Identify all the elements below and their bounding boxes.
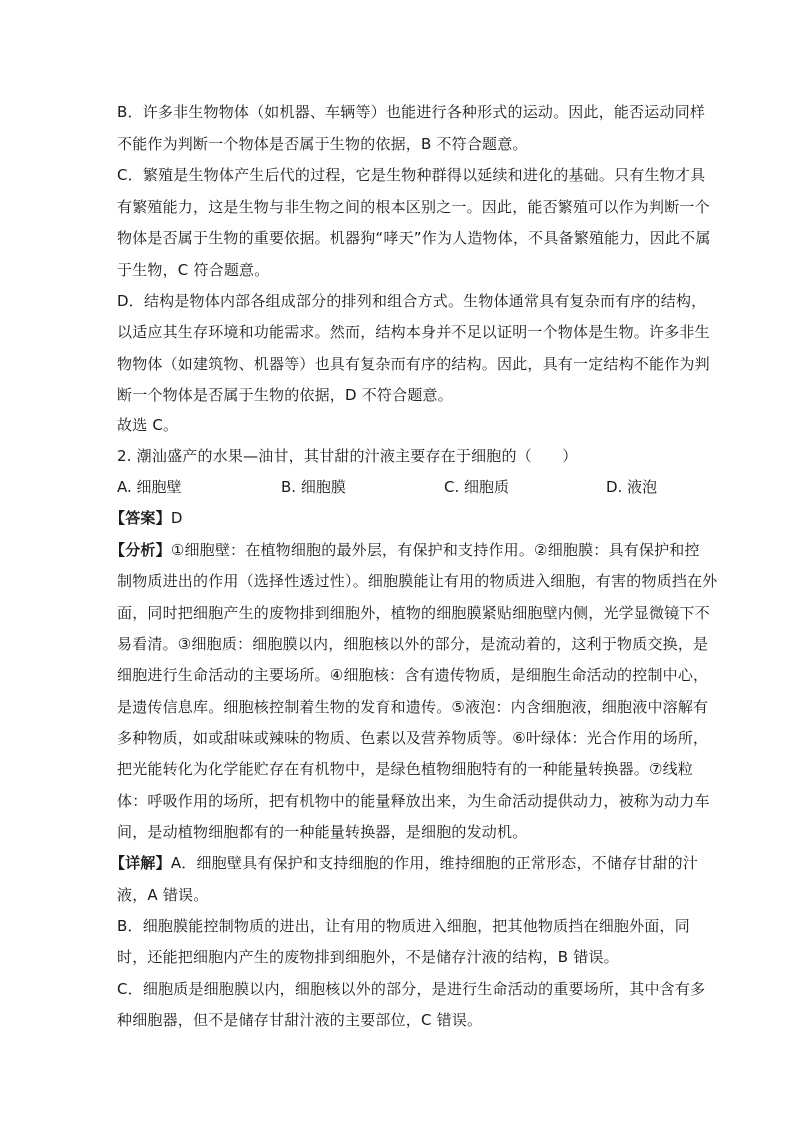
option-b: B. 细胞膜 [281, 478, 346, 496]
text-line: 面，同时把细胞产生的废物排到细胞外，植物的细胞膜紧贴细胞壁内侧，光学显微镜下不 [117, 604, 710, 622]
answer-line [110, 508, 183, 528]
analysis-tag: 【分析】 [110, 541, 171, 559]
text-line: 种细胞器，但不是储存甘甜汁液的主要部位，C 错误。 [117, 1011, 483, 1029]
analysis-text: ①细胞壁：在植物细胞的最外层，有保护和支持作用。②细胞膜：具有保护和控 [170, 541, 700, 559]
option-a: A. 细胞壁 [117, 478, 182, 496]
analysis-line [110, 540, 700, 560]
text-line: 易看清。③细胞质：细胞膜以内，细胞核以外的部分，是流动着的，这利于物质交换，是 [117, 635, 709, 653]
text-line: D．结构是物体内部各组成部分的排列和组合方式。生物体通常具有复杂而有序的结构， [117, 292, 707, 310]
answer-value: D [170, 509, 183, 527]
text-line: 不能作为判断一个物体是否属于生物的依据，B 不符合题意。 [117, 135, 528, 153]
text-line: 体：呼吸作用的场所，把有机物中的能量释放出来，为生命活动提供动力，被称为动力车 [117, 792, 710, 810]
text-line: 以适应其生存环境和功能需求。然而，结构本身并不足以证明一个物体是生物。许多非生 [117, 323, 710, 341]
detail-line [110, 853, 698, 873]
text-line: 把光能转化为化学能贮存在有机物中，是绿色植物细胞特有的一种能量转换器。⑦线粒 [117, 760, 694, 778]
question-stem: 2. 潮汕盛产的水果—油甘，其甘甜的汁液主要存在于细胞的（ ） [117, 447, 578, 465]
detail-tag: 【详解】 [110, 854, 171, 872]
text-line: 物体是否属于生物的重要依据。机器狗“哮天”作为人造物体，不具备繁殖能力，因此不属 [117, 229, 711, 247]
answer-tag: 【答案】 [110, 509, 171, 527]
text-line: 液，A 错误。 [117, 886, 209, 904]
text-line: C．细胞质是细胞膜以内，细胞核以外的部分，是进行生命活动的重要场所，其中含有多 [117, 980, 706, 998]
text-line: B．许多非生物物体（如机器、车辆等）也能进行各种形式的运动。因此，能否运动同样 [117, 103, 706, 121]
text-line: 故选 C。 [117, 416, 179, 434]
text-line: 制物质进出的作用（选择性透过性）。细胞膜能让有用的物质进入细胞，有害的物质挡在外 [117, 572, 718, 590]
option-d: D. 液泡 [606, 478, 658, 496]
text-line: 于生物，C 符合题意。 [117, 261, 270, 279]
text-line: 多种物质，如或甜味或辣味的物质、色素以及营养物质等。⑥叶绿体：光合作用的场所， [117, 729, 709, 747]
text-line: 物物体（如建筑物、机器等）也具有复杂而有序的结构。因此，具有一定结构不能作为判 [117, 355, 710, 373]
detail-text: A．细胞壁具有保护和支持细胞的作用，维持细胞的正常形态，不储存甘甜的汁 [170, 854, 699, 872]
option-c: C. 细胞质 [444, 478, 510, 496]
text-line: 间，是动植物细胞都有的一种能量转换器，是细胞的发动机。 [117, 823, 528, 841]
text-line: 是遗传信息库。细胞核控制着生物的发育和遗传。⑤液泡：内含细胞液，细胞液中溶解有 [117, 698, 709, 716]
text-line: 细胞进行生命活动的主要场所。④细胞核：含有遗传物质，是细胞生命活动的控制中心， [117, 666, 709, 684]
text-line: B．细胞膜能控制物质的进出，让有用的物质进入细胞，把其他物质挡在细胞外面，同 [117, 917, 690, 935]
text-line: 有繁殖能力，这是生物与非生物之间的根本区别之一。因此，能否繁殖可以作为判断一个 [117, 198, 710, 216]
text-line: C．繁殖是生物体产生后代的过程，它是生物种群得以延续和进化的基础。只有生物才具 [117, 166, 706, 184]
text-line: 断一个物体是否属于生物的依据，D 不符合题意。 [117, 386, 453, 404]
text-line: 时，还能把细胞内产生的废物排到细胞外，不是储存汁液的结构，B 错误。 [117, 948, 619, 966]
